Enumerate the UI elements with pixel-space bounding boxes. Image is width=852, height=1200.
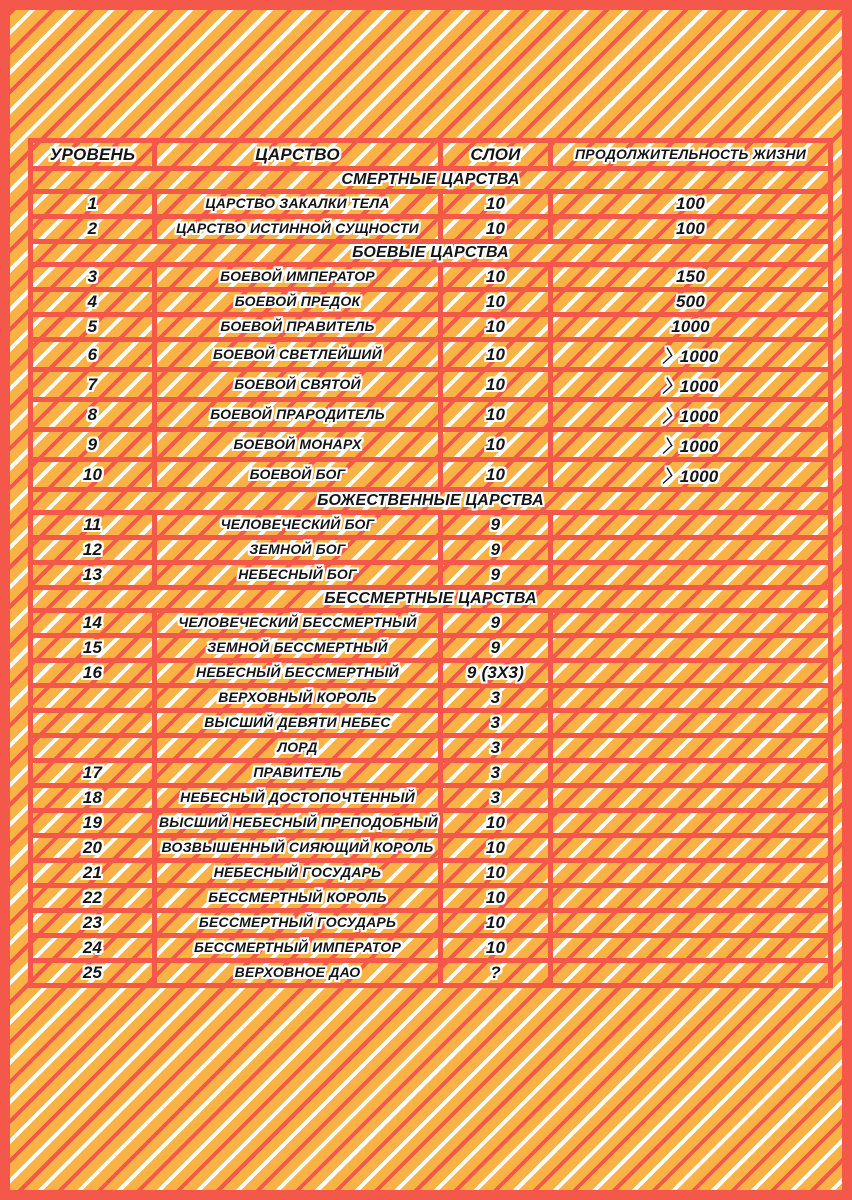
layers-cell [441, 430, 551, 460]
level-cell [31, 861, 155, 886]
realm-cell [155, 861, 441, 886]
level-value: 12 [82, 540, 103, 559]
section-label: СМЕРТНЫЕ ЦАРСТВА [341, 171, 520, 188]
level-value: 13 [82, 565, 103, 584]
section-label: БОЕВЫЕ ЦАРСТВА [352, 244, 509, 261]
realm-value: ЗЕМНОЙ БОГ [249, 541, 346, 557]
layers-value: 9 [490, 613, 501, 632]
layers-cell [441, 711, 551, 736]
layers-value: 9 [490, 565, 501, 584]
level-cell [31, 661, 155, 686]
table-row [31, 315, 831, 340]
realm-cell [155, 513, 441, 538]
table-row [31, 836, 831, 861]
level-cell [31, 217, 155, 242]
level-cell [31, 611, 155, 636]
layers-value: 10 [485, 863, 506, 882]
level-cell [31, 265, 155, 290]
layers-value: 10 [485, 194, 506, 213]
layers-value: 3 [490, 688, 501, 707]
layers-cell [441, 340, 551, 370]
table-body [31, 169, 831, 986]
realm-cell [155, 686, 441, 711]
realm-cell [155, 400, 441, 430]
layers-cell [441, 936, 551, 961]
table-row [31, 340, 831, 370]
realm-value: ВЫСШИЙ ДЕВЯТИ НЕБЕС [204, 714, 391, 730]
cultivation-realms-table [28, 138, 833, 988]
realm-cell [155, 611, 441, 636]
level-value: 14 [82, 613, 103, 632]
realm-cell [155, 563, 441, 588]
level-value: 21 [82, 863, 103, 882]
lifespan-value: 500 [676, 292, 705, 311]
lifespan-cell [551, 661, 831, 686]
layers-cell [441, 861, 551, 886]
lifespan-cell [551, 370, 831, 400]
layers-value: 10 [485, 464, 506, 484]
lifespan-cell [551, 290, 831, 315]
level-value: 17 [82, 763, 103, 782]
lifespan-cell [551, 265, 831, 290]
layers-value: 9 [490, 515, 501, 534]
layers-value: 3 [490, 713, 501, 732]
layers-cell [441, 460, 551, 490]
realm-value: БОЕВОЙ СВЯТОЙ [234, 375, 361, 392]
realm-cell [155, 192, 441, 217]
realm-value: НЕБЕСНЫЙ БОГ [238, 566, 357, 582]
lifespan-value: 〉1000 [662, 377, 719, 396]
section-cell [31, 588, 831, 611]
level-value: 15 [82, 638, 103, 657]
layers-header-label: СЛОИ [470, 144, 521, 164]
table-row [31, 265, 831, 290]
level-value: 19 [82, 813, 103, 832]
realm-cell [155, 911, 441, 936]
level-value: 18 [82, 788, 103, 807]
layers-value: ? [490, 963, 501, 982]
level-value: 2 [87, 219, 98, 238]
realm-cell [155, 265, 441, 290]
level-value: 11 [83, 515, 102, 534]
layers-header [441, 141, 551, 169]
lifespan-cell [551, 861, 831, 886]
layers-value: 10 [485, 267, 506, 286]
realm-value: ВОЗВЫШЕННЫЙ СИЯЮЩИЙ КОРОЛЬ [161, 839, 434, 855]
lifespan-cell [551, 761, 831, 786]
level-header-label: УРОВЕНЬ [49, 144, 136, 164]
level-value: 20 [82, 838, 103, 857]
level-value: 25 [82, 963, 103, 982]
lifespan-header-label: ПРОДОЛЖИТЕЛЬНОСТЬ ЖИЗНИ [575, 145, 806, 162]
lifespan-cell [551, 430, 831, 460]
section-row [31, 490, 831, 513]
layers-cell [441, 811, 551, 836]
layers-value: 10 [485, 374, 506, 394]
layers-value: 10 [485, 404, 506, 424]
table-row [31, 290, 831, 315]
realm-value: БОЕВОЙ ИМПЕРАТОР [220, 268, 375, 284]
level-cell [31, 686, 155, 711]
lifespan-cell [551, 340, 831, 370]
lifespan-cell [551, 513, 831, 538]
level-cell [31, 460, 155, 490]
level-value: 22 [82, 888, 103, 907]
layers-value: 10 [485, 813, 506, 832]
table-row [31, 217, 831, 242]
layers-value: 10 [485, 913, 506, 932]
header-row [31, 141, 831, 169]
realm-cell [155, 711, 441, 736]
realm-value: БОЕВОЙ СВЕТЛЕЙШИЙ [213, 345, 382, 362]
realm-cell [155, 786, 441, 811]
realm-value: БОЕВОЙ ПРЕДОК [234, 293, 361, 309]
level-cell [31, 836, 155, 861]
layers-cell [441, 370, 551, 400]
level-value: 6 [87, 344, 98, 364]
table-row [31, 961, 831, 986]
table-row [31, 192, 831, 217]
realm-value: БОЕВОЙ БОГ [249, 465, 346, 482]
layers-value: 10 [485, 938, 506, 957]
lifespan-cell [551, 836, 831, 861]
layers-cell [441, 400, 551, 430]
lifespan-cell [551, 786, 831, 811]
realm-value: ЗЕМНОЙ БЕССМЕРТНЫЙ [207, 639, 388, 655]
lifespan-value: 150 [676, 267, 705, 286]
realm-cell [155, 886, 441, 911]
layers-cell [441, 736, 551, 761]
layers-cell [441, 836, 551, 861]
level-cell [31, 370, 155, 400]
table-row [31, 936, 831, 961]
realm-cell [155, 961, 441, 986]
table-row [31, 861, 831, 886]
lifespan-cell [551, 217, 831, 242]
table-row [31, 563, 831, 588]
lifespan-cell [551, 936, 831, 961]
layers-value: 9 [490, 638, 501, 657]
lifespan-cell [551, 711, 831, 736]
table-row [31, 811, 831, 836]
realm-value: БЕССМЕРТНЫЙ ИМПЕРАТОР [194, 939, 401, 955]
level-cell [31, 711, 155, 736]
table-row [31, 400, 831, 430]
section-row [31, 169, 831, 192]
realm-value: ЛОРД [277, 739, 318, 755]
layers-cell [441, 636, 551, 661]
level-cell [31, 886, 155, 911]
level-value: 3 [87, 267, 98, 286]
level-cell [31, 911, 155, 936]
lifespan-value: 1000 [671, 317, 710, 336]
level-cell [31, 786, 155, 811]
realm-cell [155, 936, 441, 961]
layers-value: 10 [485, 344, 506, 364]
layers-value: 10 [485, 219, 506, 238]
layers-cell [441, 265, 551, 290]
lifespan-cell [551, 686, 831, 711]
table-row [31, 538, 831, 563]
realm-cell [155, 538, 441, 563]
realm-cell [155, 836, 441, 861]
level-cell [31, 430, 155, 460]
layers-cell [441, 290, 551, 315]
level-cell [31, 513, 155, 538]
layers-cell [441, 538, 551, 563]
realm-value: ЦАРСТВО ИСТИННОЙ СУЩНОСТИ [176, 220, 419, 236]
level-cell [31, 961, 155, 986]
layers-cell [441, 611, 551, 636]
section-cell [31, 242, 831, 265]
realm-cell [155, 315, 441, 340]
level-cell [31, 936, 155, 961]
level-value: 7 [87, 374, 98, 394]
level-cell [31, 736, 155, 761]
lifespan-cell [551, 400, 831, 430]
level-cell [31, 563, 155, 588]
lifespan-cell [551, 460, 831, 490]
realm-value: БЕССМЕРТНЫЙ КОРОЛЬ [208, 889, 387, 905]
lifespan-cell [551, 961, 831, 986]
realm-value: НЕБЕСНЫЙ БЕССМЕРТНЫЙ [196, 664, 399, 680]
section-label: БОЖЕСТВЕННЫЕ ЦАРСТВА [317, 492, 544, 509]
level-value: 8 [87, 404, 98, 424]
table-row [31, 370, 831, 400]
realm-value: БОЕВОЙ ПРАРОДИТЕЛЬ [210, 405, 385, 422]
level-value: 23 [82, 913, 103, 932]
realm-value: ЧЕЛОВЕЧЕСКИЙ БОГ [220, 516, 375, 532]
table-row [31, 636, 831, 661]
section-label: БЕССМЕРТНЫЕ ЦАРСТВА [324, 590, 537, 607]
realm-value: ПРАВИТЕЛЬ [253, 764, 342, 780]
level-value: 1 [87, 194, 98, 213]
level-cell [31, 340, 155, 370]
realm-header-label: ЦАРСТВО [255, 144, 340, 164]
lifespan-cell [551, 811, 831, 836]
level-value: 16 [82, 663, 103, 682]
table-row [31, 886, 831, 911]
lifespan-cell [551, 911, 831, 936]
section-cell [31, 490, 831, 513]
level-cell [31, 290, 155, 315]
lifespan-header [551, 141, 831, 169]
realm-value: НЕБЕСНЫЙ ДОСТОПОЧТЕННЫЙ [180, 789, 415, 805]
table-row [31, 460, 831, 490]
realm-value: ВЫСШИЙ НЕБЕСНЫЙ ПРЕПОДОБНЫЙ [159, 814, 438, 830]
realm-header [155, 141, 441, 169]
lifespan-cell [551, 538, 831, 563]
realm-cell [155, 217, 441, 242]
realm-value: БОЕВОЙ ПРАВИТЕЛЬ [220, 318, 375, 334]
layers-cell [441, 886, 551, 911]
table-row [31, 711, 831, 736]
realm-cell [155, 661, 441, 686]
realm-cell [155, 736, 441, 761]
lifespan-value: 〉1000 [662, 347, 719, 366]
realm-value: БОЕВОЙ МОНАРХ [233, 435, 362, 452]
realm-cell [155, 340, 441, 370]
level-cell [31, 811, 155, 836]
section-row [31, 588, 831, 611]
lifespan-cell [551, 315, 831, 340]
table-row [31, 686, 831, 711]
realm-value: ВЕРХОВНОЕ ДАО [234, 964, 361, 980]
realm-value: БЕССМЕРТНЫЙ ГОСУДАРЬ [198, 914, 397, 930]
level-value: 10 [82, 464, 103, 484]
table-row [31, 661, 831, 686]
realm-cell [155, 811, 441, 836]
layers-value: 10 [485, 317, 506, 336]
section-row [31, 242, 831, 265]
level-cell [31, 192, 155, 217]
layers-cell [441, 786, 551, 811]
realm-value: НЕБЕСНЫЙ ГОСУДАРЬ [213, 864, 382, 880]
layers-cell [441, 513, 551, 538]
layers-cell [441, 192, 551, 217]
table-row [31, 911, 831, 936]
realm-value: ЧЕЛОВЕЧЕСКИЙ БЕССМЕРТНЫЙ [178, 614, 417, 630]
level-value: 24 [82, 938, 103, 957]
level-cell [31, 636, 155, 661]
layers-value: 3 [490, 788, 501, 807]
realm-cell [155, 290, 441, 315]
level-value: 9 [87, 434, 98, 454]
lifespan-cell [551, 636, 831, 661]
level-cell [31, 538, 155, 563]
level-cell [31, 400, 155, 430]
realm-cell [155, 430, 441, 460]
table-header [31, 141, 831, 169]
layers-value: 9 [490, 540, 501, 559]
layers-value: 10 [485, 434, 506, 454]
level-cell [31, 315, 155, 340]
level-cell [31, 761, 155, 786]
layers-cell [441, 761, 551, 786]
realm-cell [155, 460, 441, 490]
layers-cell [441, 217, 551, 242]
lifespan-value: 〉1000 [662, 467, 719, 486]
layers-cell [441, 686, 551, 711]
table-row [31, 513, 831, 538]
layers-value: 3 [490, 763, 501, 782]
layers-value: 10 [485, 292, 506, 311]
layers-cell [441, 911, 551, 936]
layers-cell [441, 961, 551, 986]
level-value: 5 [87, 317, 98, 336]
realm-value: ВЕРХОВНЫЙ КОРОЛЬ [218, 689, 377, 705]
table-row [31, 736, 831, 761]
layers-cell [441, 661, 551, 686]
layers-value: 3 [490, 738, 501, 757]
lifespan-value: 〉1000 [662, 407, 719, 426]
table-row [31, 611, 831, 636]
lifespan-value: 〉1000 [662, 437, 719, 456]
layers-value: 10 [485, 888, 506, 907]
realm-cell [155, 636, 441, 661]
table-row [31, 761, 831, 786]
lifespan-cell [551, 611, 831, 636]
layers-cell [441, 315, 551, 340]
layers-cell [441, 563, 551, 588]
lifespan-cell [551, 886, 831, 911]
lifespan-cell [551, 192, 831, 217]
table-row [31, 430, 831, 460]
lifespan-cell [551, 563, 831, 588]
layers-value: 10 [485, 838, 506, 857]
level-value: 4 [87, 292, 98, 311]
realm-cell [155, 761, 441, 786]
table-row [31, 786, 831, 811]
level-header [31, 141, 155, 169]
lifespan-value: 100 [676, 194, 705, 213]
layers-value: 9 (3X3) [466, 663, 525, 682]
realm-cell [155, 370, 441, 400]
realm-value: ЦАРСТВО ЗАКАЛКИ ТЕЛА [205, 195, 390, 211]
section-cell [31, 169, 831, 192]
lifespan-cell [551, 736, 831, 761]
lifespan-value: 100 [676, 219, 705, 238]
